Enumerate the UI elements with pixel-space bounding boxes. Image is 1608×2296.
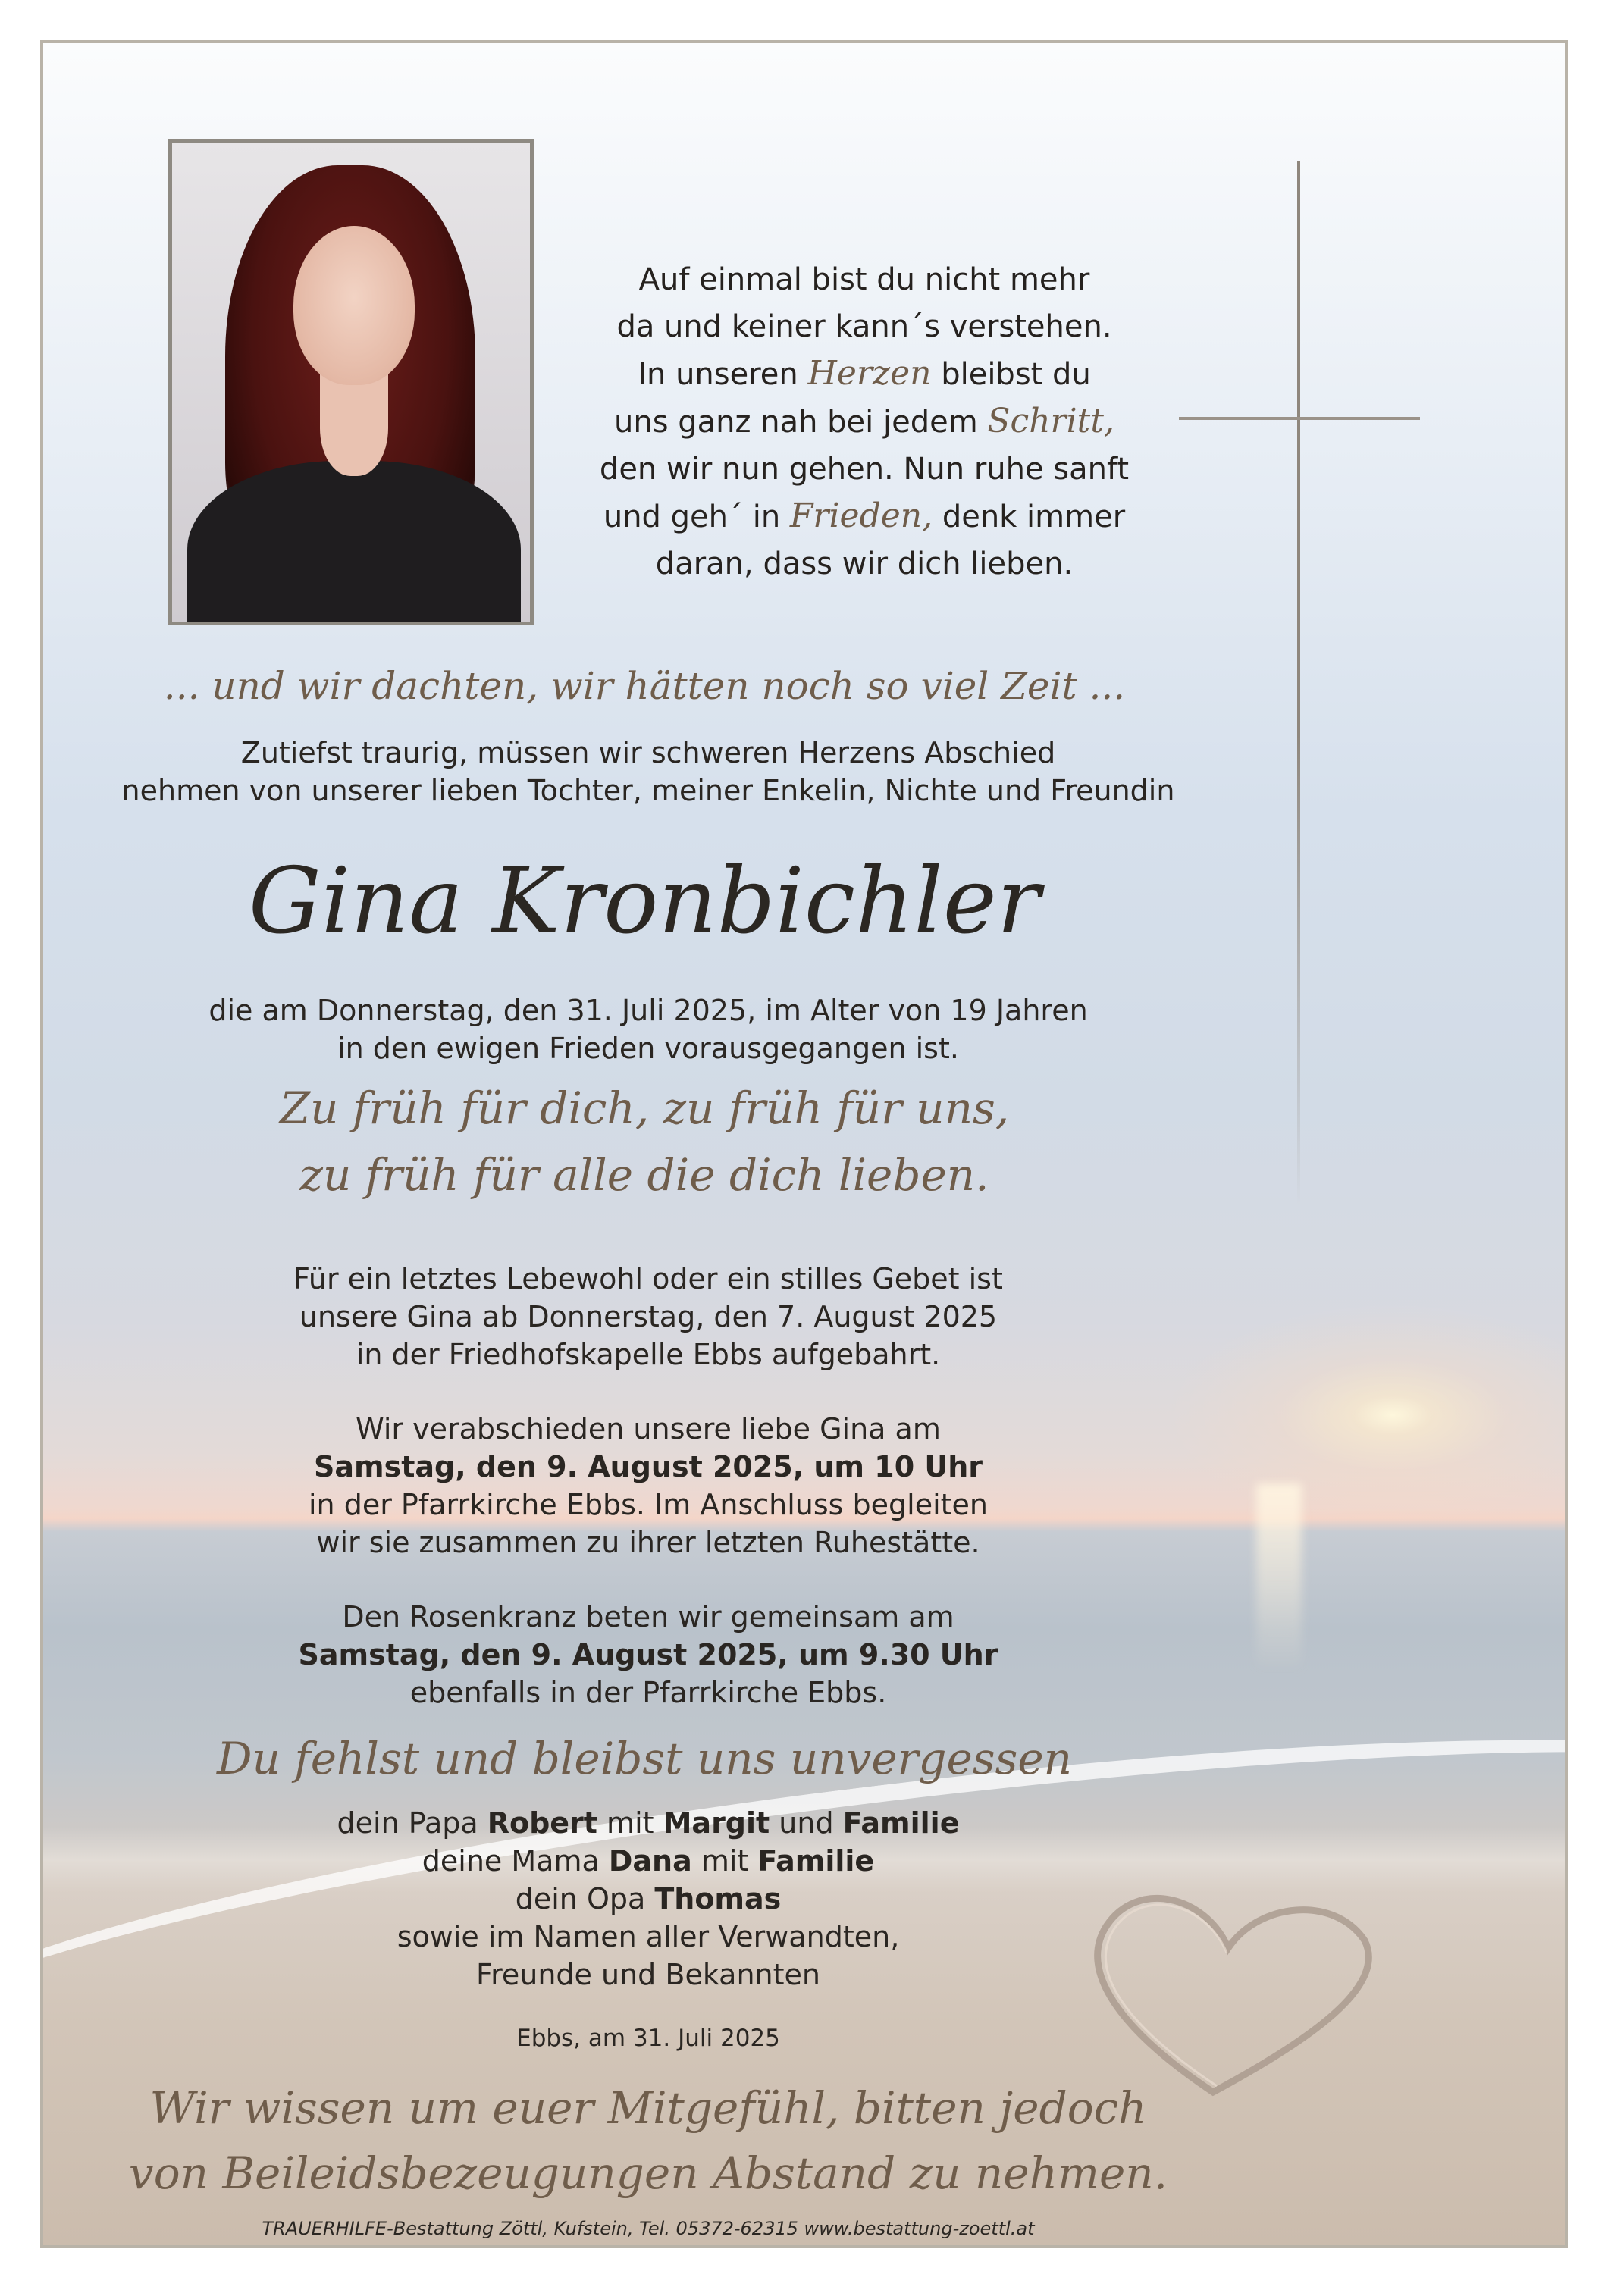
intro-line: nehmen von unserer lieben Tochter, meiner Enkelin, Nichte und Freundin [121,774,1175,807]
quote-line: Zu früh für dich, zu früh für uns, [279,1082,1010,1134]
mourner-text: dein Opa [515,1882,655,1915]
poem-line [569,398,1160,446]
poem-line: daran, dass wir dich lieben. [655,547,1074,581]
poem-script-word: Frieden, [789,496,933,535]
portrait-face [293,226,415,385]
mourner-row: Freunde und Bekannten [476,1958,820,1991]
funeral-info [99,1410,1198,1561]
mourner-name: Thomas [654,1882,782,1915]
motto: ... und wir dachten, wir hätten noch so viel Zeit ... [163,664,1126,708]
quote-line: zu früh für alle die dich lieben. [299,1149,989,1201]
portrait-body [187,461,521,625]
deceased-name: Gina Kronbichler [248,849,1041,954]
funeral-date: Samstag, den 9. August 2025, um 10 Uhr [313,1450,983,1483]
mourner-text: deine Mama [422,1844,609,1878]
poem-text: uns ganz nah bei jedem [614,405,988,440]
death-line: in den ewigen Frieden vorausgegangen ist. [337,1032,959,1065]
mourner-row [99,1804,1198,1842]
cross-bar [1179,417,1420,420]
mourner-name: Robert [487,1806,597,1840]
cross-icon [1297,161,1300,1207]
mourner-text: und [770,1806,843,1840]
viewing-line: Für ein letztes Lebewohl oder ein stilles Gebet ist [293,1262,1003,1295]
mourner-text: mit [691,1844,758,1878]
mourner-name: Dana [608,1844,692,1878]
mourner-row [99,1842,1198,1880]
poem-text: und geh´ in [603,500,790,534]
poem-line: Auf einmal bist du nicht mehr [638,262,1090,297]
condolence-request [106,2075,1190,2206]
poem-line: den wir nun gehen. Nun ruhe sanft [599,452,1130,487]
mourner-text: dein Papa [337,1806,487,1840]
place-date: Ebbs, am 31. Juli 2025 [516,2025,780,2052]
footer-credit: TRAUERHILFE-Bestattung Zöttl, Kufstein, Tel. 05372-62315 www.bestattung-zoettl.at [262,2218,1035,2239]
mourners-list [99,1804,1198,1994]
request-line: von Beileidsbezeugungen Abstand zu nehmen. [128,2147,1168,2199]
poem-text: bleibst du [931,357,1091,392]
viewing-line: in der Friedhofskapelle Ebbs aufgebahrt. [356,1338,941,1371]
mourner-name: Familie [842,1806,960,1840]
mourner-name: Margit [663,1806,770,1840]
poem-script-word: Schritt, [987,402,1114,440]
poem-text: In unseren [638,357,808,392]
mourner-text: mit [597,1806,663,1840]
portrait-photo [168,139,534,625]
intro-text [99,734,1198,810]
poem [569,256,1160,587]
sun-reflection [1256,1483,1302,1673]
funeral-line: wir sie zusammen zu ihrer letzten Ruhestätte. [316,1526,980,1559]
poem-line [569,350,1160,398]
death-notice [99,991,1198,1067]
mourner-row: sowie im Namen aller Verwandten, [397,1920,900,1953]
rosary-info [99,1598,1198,1712]
mourner-name: Familie [757,1844,875,1878]
viewing-info [99,1260,1198,1374]
rosary-date: Samstag, den 9. August 2025, um 9.30 Uhr [298,1638,998,1671]
miss-quote: Du fehlst und bleibst uns unvergessen [216,1733,1073,1784]
intro-line: Zutiefst traurig, müssen wir schweren Herzens Abschied [240,736,1056,769]
death-line: die am Donnerstag, den 31. Juli 2025, im Alter von 19 Jahren [208,994,1088,1027]
request-line: Wir wissen um euer Mitgefühl, bitten jedoch [149,2082,1147,2134]
funeral-line: in der Pfarrkirche Ebbs. Im Anschluss begleiten [308,1488,989,1521]
rosary-line: Den Rosenkranz beten wir gemeinsam am [342,1600,954,1634]
poem-text: denk immer [933,500,1126,534]
poem-script-word: Herzen [807,354,932,393]
poem-line [569,493,1160,540]
rosary-line: ebenfalls in der Pfarrkirche Ebbs. [409,1676,887,1709]
mourner-row [99,1880,1198,1918]
funeral-line: Wir verabschieden unsere liebe Gina am [356,1412,941,1446]
viewing-line: unsere Gina ab Donnerstag, den 7. August 2025 [299,1300,998,1333]
portrait-neck [320,370,388,476]
too-early-quote [152,1075,1137,1208]
poem-line: da und keiner kann´s verstehen. [616,309,1112,344]
sunset-glow [1165,1301,1568,1529]
